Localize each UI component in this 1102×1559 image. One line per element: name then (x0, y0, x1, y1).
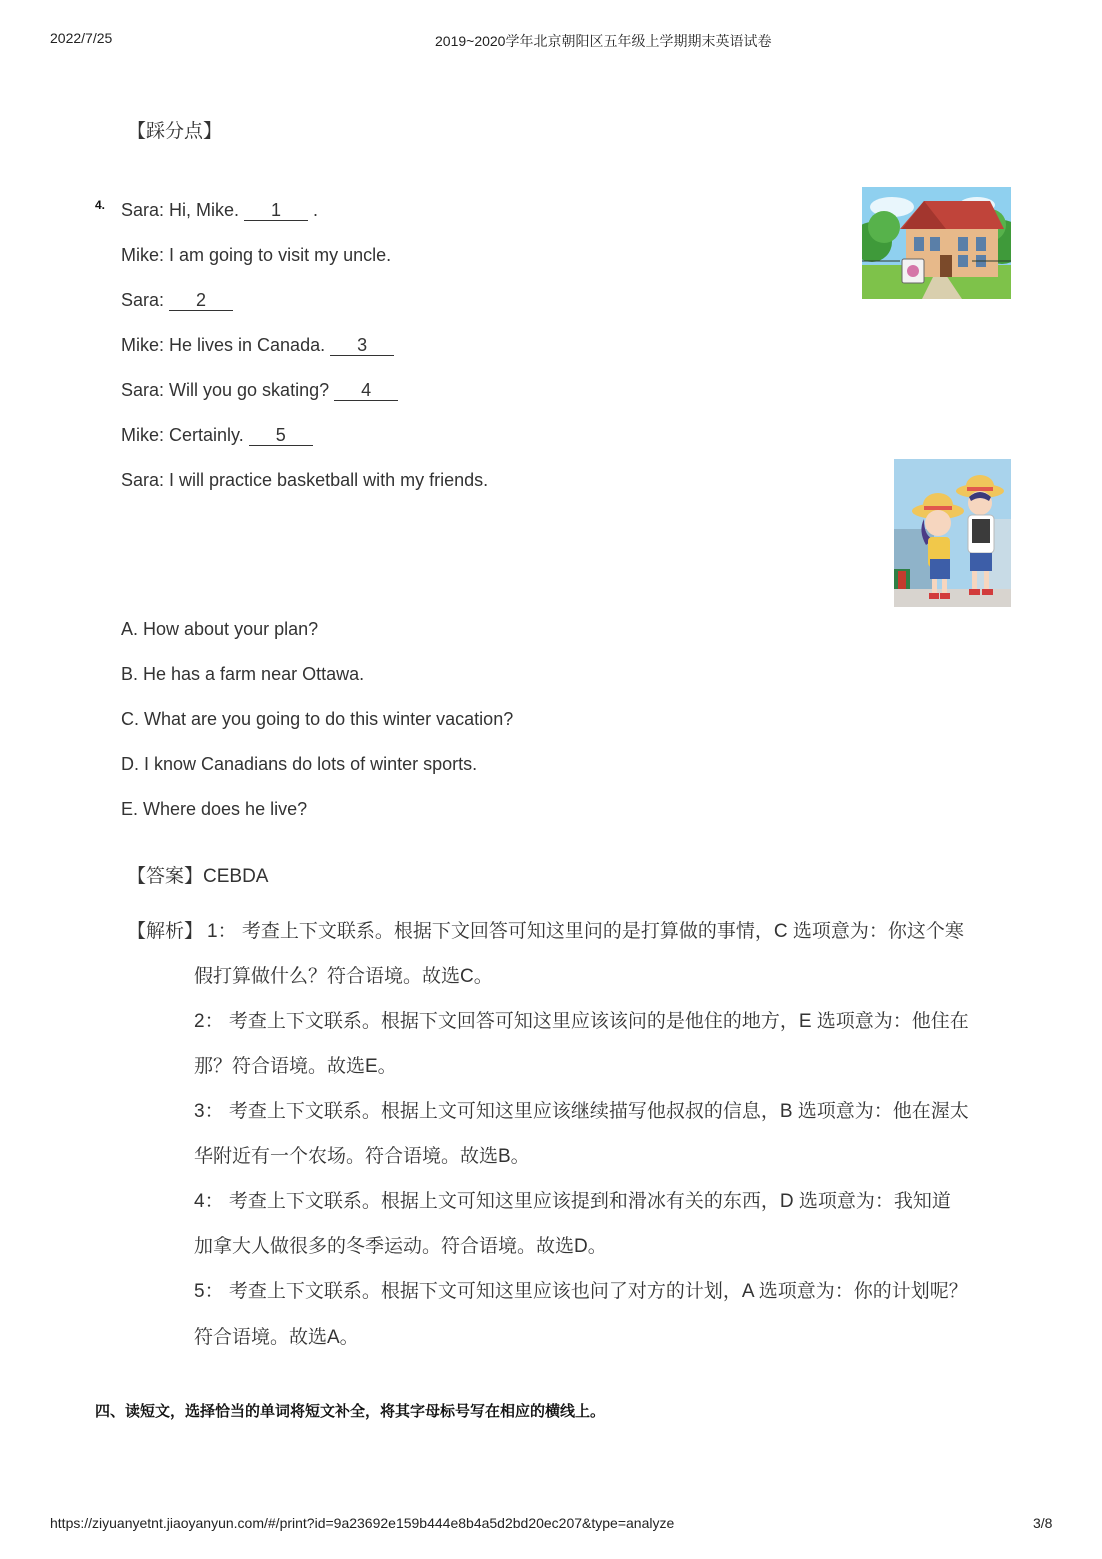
dialogue-text: Mike: Certainly. (121, 425, 249, 445)
analysis-label: 【解析】 (127, 921, 204, 942)
dialogue-tail: . (308, 200, 319, 220)
blank-4: 4 (334, 380, 398, 401)
answer-label: 【答案】 (127, 866, 204, 887)
house-illustration (862, 187, 1011, 299)
option-d: D. I know Canadians do lots of winter sports. (121, 754, 478, 774)
dialogue-text: Sara: Will you go skating? (121, 380, 335, 400)
analysis-line-9: 5： 考查上下文联系。根据下文可知这里应该也问了对方的计划，A 选项意为：你的计划呢？ (194, 1281, 968, 1302)
document-title: 2019~2020学年北京朝阳区五年级上学期期末英语试卷 (435, 33, 772, 49)
children-illustration (894, 459, 1011, 607)
question-number: 4. (95, 198, 106, 212)
analysis-line-8: 加拿大人做很多的冬季运动。符合语境。故选D。 (194, 1236, 607, 1257)
page-number: 3/8 (1033, 1515, 1053, 1531)
analysis-line-3: 2： 考查上下文联系。根据下文回答可知这里应该该问的是他住的地方，E 选项意为：他住在 (194, 1011, 969, 1032)
blank-1: 1 (244, 200, 308, 221)
dialogue-line-2 (121, 245, 391, 266)
option-e: E. Where does he live? (121, 799, 308, 819)
dialogue-text: Sara: Hi, Mike. (121, 200, 245, 220)
dialogue-line-7 (121, 470, 488, 491)
blank-5: 5 (249, 425, 313, 446)
option-b: B. He has a farm near Ottawa. (121, 664, 365, 684)
analysis-line-6: 华附近有一个农场。符合语境。故选B。 (194, 1146, 530, 1167)
option-a: A. How about your plan? (121, 619, 319, 639)
footer-url[interactable]: https://ziyuanyetnt.jiaoyanyun.com/#/print?id=9a23692e159b444e8b4a5d2bd20ec207&type=analyze (50, 1515, 675, 1531)
blank-2: 2 (169, 290, 233, 311)
analysis-line-1: 1： 考查上下文联系。根据下文回答可知这里问的是打算做的事情，C 选项意为：你这个寒 (207, 921, 964, 942)
dialogue-line-3 (121, 290, 233, 311)
analysis-line-2: 假打算做什么？符合语境。故选C。 (194, 966, 493, 987)
dialogue-text: Sara: I will practice basketball with my friends. (121, 470, 489, 490)
analysis-line-4: 那？符合语境。故选E。 (194, 1056, 397, 1077)
dialogue-text: Mike: I am going to visit my uncle. (121, 245, 392, 265)
analysis-line-5: 3： 考查上下文联系。根据上文可知这里应该继续描写他叔叔的信息，B 选项意为：他在渥太 (194, 1101, 969, 1122)
score-points-label: 【踩分点】 (127, 121, 223, 142)
dialogue-text: Mike: He lives in Canada. (121, 335, 331, 355)
analysis-line-7: 4： 考查上下文联系。根据上文可知这里应该提到和滑冰有关的东西，D 选项意为：我知道 (194, 1191, 951, 1212)
print-date: 2022/7/25 (50, 30, 113, 46)
answer-value: CEBDA (203, 866, 269, 887)
analysis-line-10: 符合语境。故选A。 (194, 1327, 359, 1348)
option-c: C. What are you going to do this winter vacation? (121, 709, 514, 729)
dialogue-line-6 (121, 425, 313, 446)
blank-3: 3 (330, 335, 394, 356)
dialogue-line-4 (121, 335, 394, 356)
dialogue-text: Sara: (121, 290, 170, 310)
answer-row (127, 861, 268, 888)
section-four-title: 四、读短文，选择恰当的单词将短文补全，将其字母标号写在相应的横线上。 (95, 1403, 606, 1420)
dialogue-line-1 (121, 200, 318, 221)
dialogue-line-5 (121, 380, 398, 401)
